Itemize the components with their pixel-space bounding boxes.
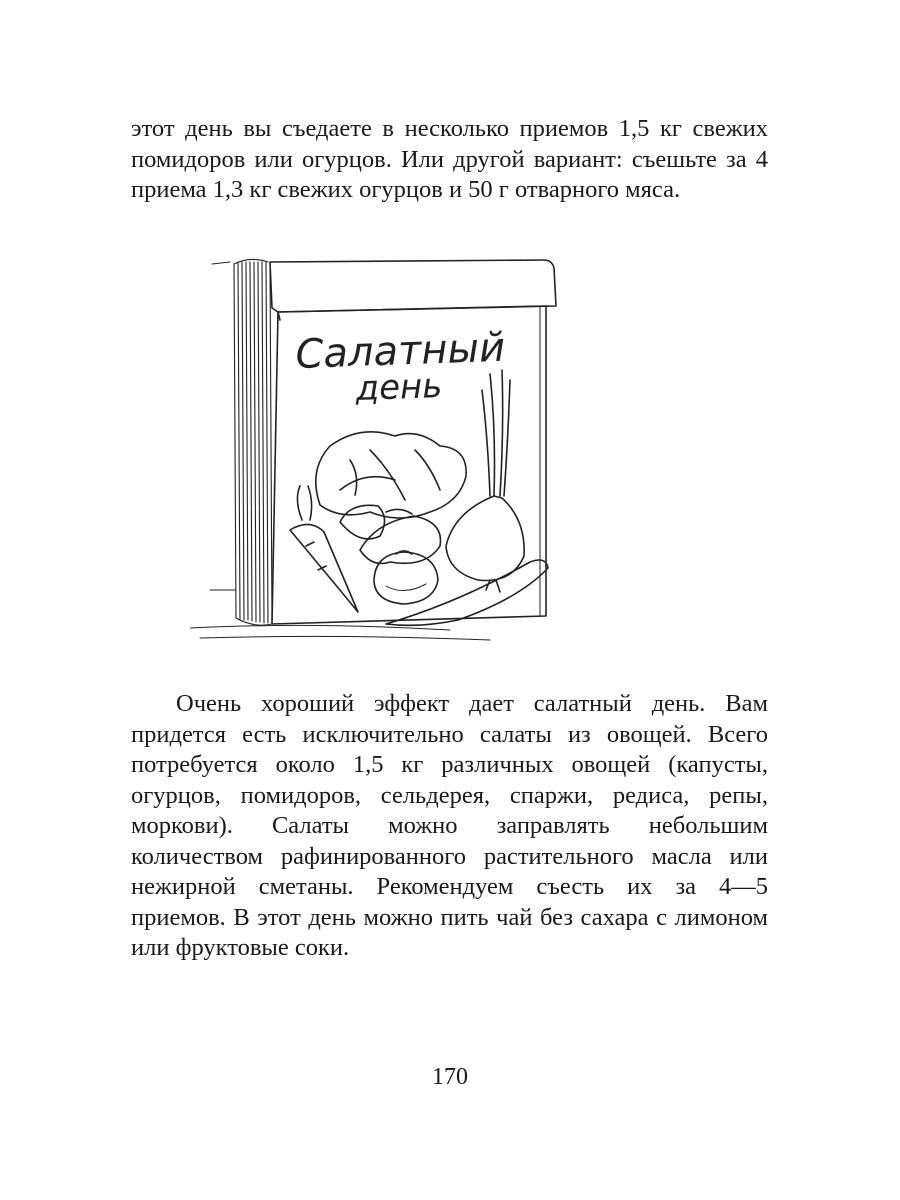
text-line: моркови). Салаты можно заправлять небольшим <box>131 812 768 839</box>
text-line: этот день вы съедаете в несколько приемов 1,5 кг свежих <box>131 115 768 142</box>
cover-title-line-2: день <box>354 365 443 409</box>
text-line: приемов. В этот день можно пить чай без сахара с лимоном <box>131 903 768 931</box>
paragraph-continued <box>131 114 768 206</box>
text-line: количеством рафинированного растительного масла или <box>131 842 768 870</box>
onion-icon <box>446 370 524 592</box>
page-number: 170 <box>432 1064 468 1090</box>
text-line: огурцов, помидоров, сельдерея, спаржи, редиса, репы, <box>131 781 768 809</box>
carrot-icon <box>290 486 358 612</box>
text-line: помидоров или огурцов. Или другой вариант: съешьте за 4 <box>131 145 768 173</box>
book-pages-icon <box>234 259 272 625</box>
cucumber-icon <box>386 560 548 625</box>
salad-day-book-illustration <box>190 250 570 645</box>
paragraph-salad-day <box>131 689 768 964</box>
tomato-icon <box>374 551 438 604</box>
cover-title <box>295 325 506 409</box>
text-line: или фруктовые соки. <box>131 934 350 961</box>
text-line: нежирной сметаны. Рекомендуем съесть их за 4—5 <box>131 873 768 900</box>
cover-title-line-1: Салатный <box>294 324 506 378</box>
text-line: потребуется около 1,5 кг различных овощей (капусты, <box>131 751 768 778</box>
text-line: приема 1,3 кг свежих огурцов и 50 г отварного мяса. <box>131 176 681 203</box>
cabbage-icon <box>316 432 466 518</box>
text-line: придется есть исключительно салаты из овощей. Всего <box>131 720 768 748</box>
text-line: Очень хороший эффект дает салатный день. Вам <box>176 690 768 717</box>
